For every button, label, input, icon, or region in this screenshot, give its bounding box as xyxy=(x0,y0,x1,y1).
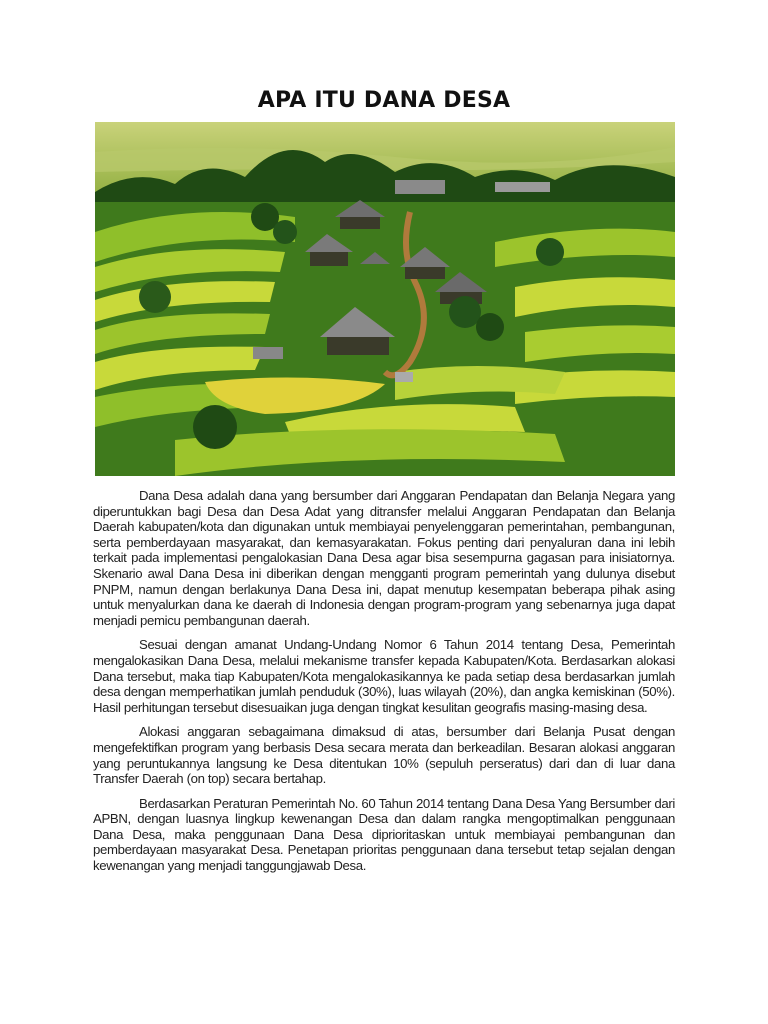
article-body xyxy=(93,488,675,883)
paragraph-2: Sesuai dengan amanat Undang-Undang Nomor 6 Tahun 2014 tentang Desa, Pemerintah mengalokasikan Dana Desa, melalui mekanisme transfer kepada Kabupaten/Kota. Berdasarkan alokasi Dana tersebut, maka tiap Kabupaten/Kota mengalokasikannya ke pada setiap desa berdasarkan jumlah desa dengan memperhatikan jumlah penduduk (30%), luas wilayah (20%), dan angka kemiskinan (50%). Hasil perhitungan tersebut disesuaikan juga dengan tingkat kesulitan geografis masing-masing desa. xyxy=(93,637,675,715)
paragraph-3: Alokasi anggaran sebagaimana dimaksud di atas, bersumber dari Belanja Pusat dengan mengefektifkan program yang berbasis Desa secara merata dan berkeadilan. Besaran alokasi anggaran yang peruntukannya langsung ke Desa ditentukan 10% (sepuluh perseratus) dari dan di luar dana Transfer Daerah (on top) secara bertahap. xyxy=(93,724,675,787)
rice-terrace-illustration xyxy=(95,122,675,476)
rice-terrace-village-photo xyxy=(95,122,675,476)
paragraph-1: Dana Desa adalah dana yang bersumber dari Anggaran Pendapatan dan Belanja Negara yang diperuntukkan bagi Desa dan Desa Adat yang ditransfer melalui Anggaran Pendapatan dan Belanja Daerah kabupaten/kota dan digunakan untuk membiayai penyelenggaran pemerintahan, pembangunan, serta pemberdayaan masyarakat, dan kemasyarakatan. Fokus penting dari penyaluran dana ini lebih terkait pada implementasi pengalokasian Dana Desa agar bisa sesempurna gagasan para inisiatornya. Skenario awal Dana Desa ini diberikan dengan mengganti program pemerintah yang dulunya disebut PNPM, namun dengan berlakunya Dana Desa ini, dapat menutup kesempatan beberapa pihak asing untuk menyalurkan dana ke daerah di Indonesia dengan program-program yang sebenarnya juga dapat menjadi pemicu pembangunan daerah. xyxy=(93,488,675,628)
page-title: APA ITU DANA DESA xyxy=(257,88,511,113)
paragraph-4: Berdasarkan Peraturan Pemerintah No. 60 Tahun 2014 tentang Dana Desa Yang Bersumber dari APBN, dengan luasnya lingkup kewenangan Desa dan dalam rangka mengoptimalkan penggunaan Dana Desa, maka penggunaan Dana Desa diprioritaskan untuk membiayai pembangunan dan pemberdayaan masyarakat Desa. Penetapan prioritas penggunaan dana tersebut tetap sejalan dengan kewenangan yang menjadi tanggungjawab Desa. xyxy=(93,795,675,874)
